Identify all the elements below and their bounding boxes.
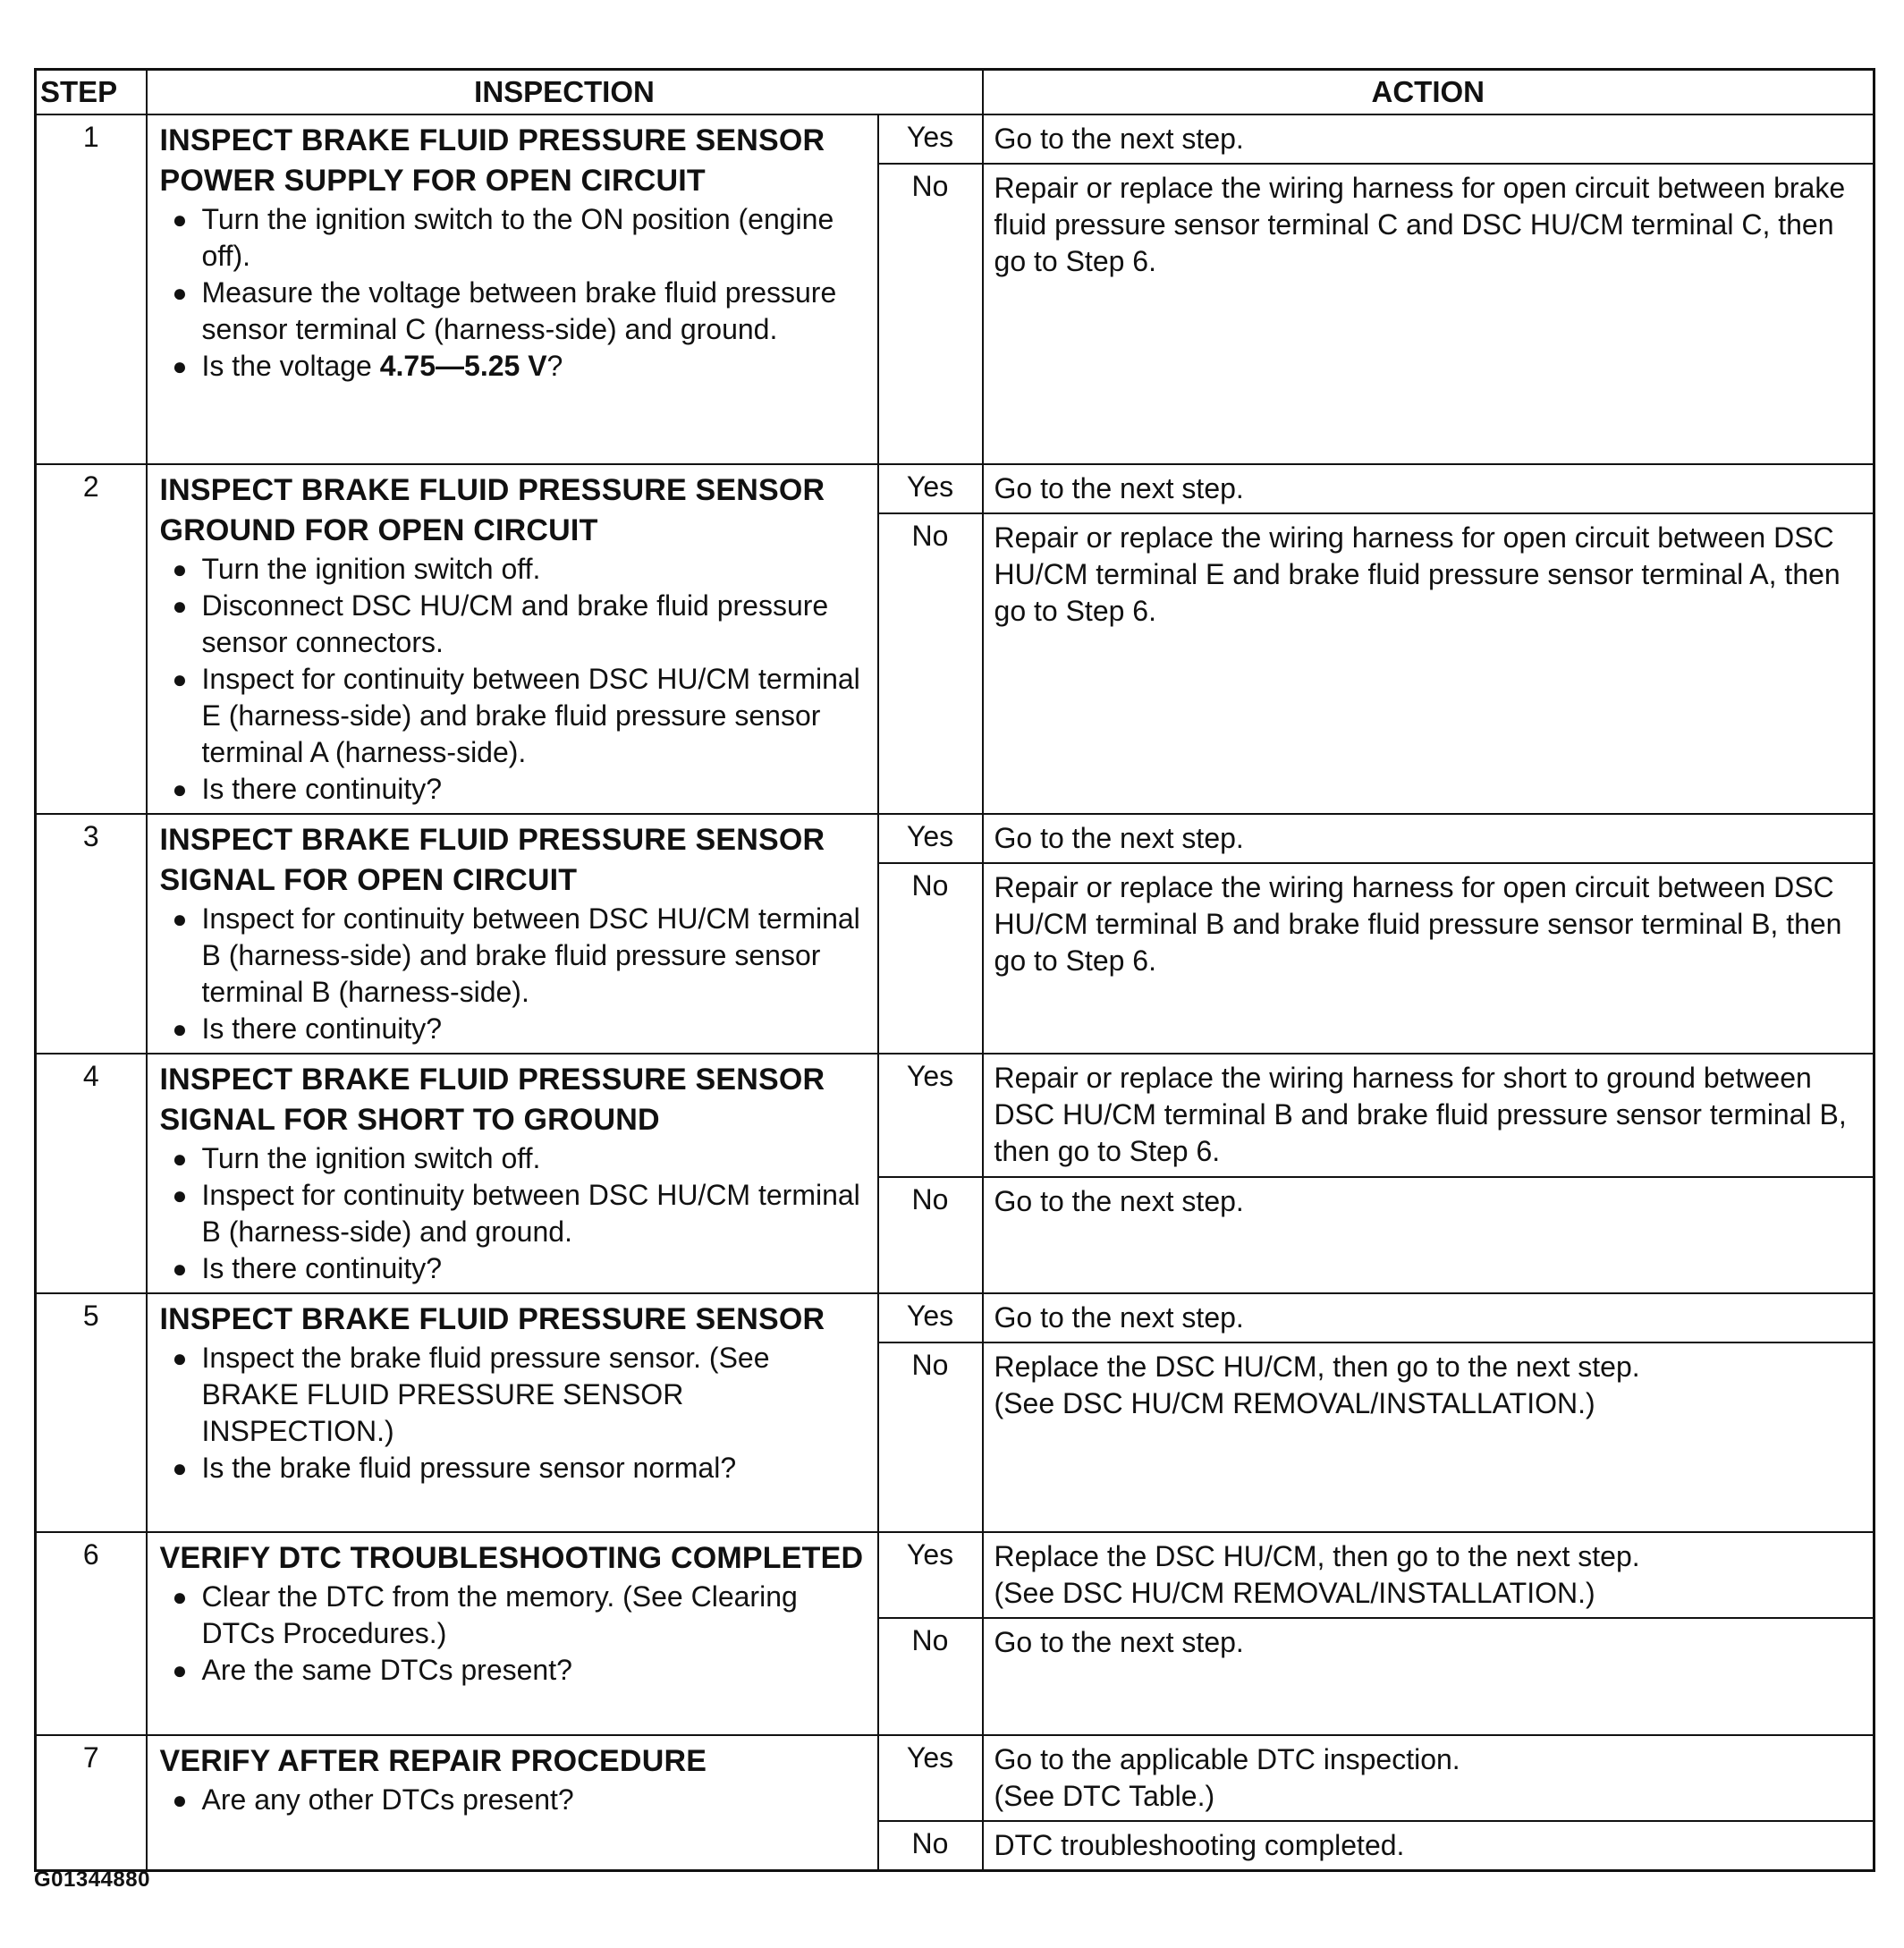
bullet-icon: ●: [172, 592, 188, 620]
header-row: [36, 70, 1874, 115]
step-6-no-label: No: [878, 1618, 983, 1735]
bullet-icon: ●: [172, 665, 188, 693]
step-header: STEP: [36, 70, 147, 115]
step-7-yes-row: [36, 1735, 1874, 1821]
bullet-icon: ●: [172, 1583, 188, 1611]
step-4-inspection: [147, 1054, 878, 1293]
bullet-icon: ●: [172, 1182, 188, 1209]
step-5-yes-action: Go to the next step.: [983, 1293, 1874, 1342]
bullet-icon: ●: [172, 905, 188, 933]
step-1-no-label: No: [878, 164, 983, 464]
step-6-yes-row: [36, 1532, 1874, 1618]
step-1-yes-action: Go to the next step.: [983, 114, 1874, 164]
step-7-yes-action: Go to the applicable DTC inspection. (See DTC Table.): [983, 1735, 1874, 1821]
step-4-number: 4: [36, 1054, 147, 1293]
list-item: ● Turn the ignition switch off.: [160, 551, 867, 588]
list-item: ● Inspect for continuity between DSC HU/CM terminal B (harness-side) and brake fluid pressure sensor terminal B (harness-side).: [172, 902, 860, 1008]
list-item: ● Are the same DTCs present?: [160, 1652, 867, 1689]
step-7-no-label: No: [878, 1821, 983, 1871]
bullet-icon: ●: [172, 352, 188, 380]
step-4-yes-row: [36, 1054, 1874, 1177]
step-1-yes-label: Yes: [878, 114, 983, 164]
list-item: ● Is the brake fluid pressure sensor normal?: [160, 1450, 867, 1486]
voltage-value: 4.75—5.25 V: [379, 350, 547, 382]
bullet-icon: ●: [172, 775, 188, 803]
step-3-yes-action: Go to the next step.: [983, 814, 1874, 863]
step-7-inspection: [147, 1735, 878, 1871]
step-4-bullets: [160, 1140, 867, 1287]
step-6-number: 6: [36, 1532, 147, 1735]
step-4-yes-label: Yes: [878, 1054, 983, 1177]
step-4-no-label: No: [878, 1177, 983, 1294]
list-item: ● Clear the DTC from the memory. (See Clearing DTCs Procedures.): [172, 1580, 798, 1649]
step-5-inspection: [147, 1293, 878, 1532]
step-6-yes-label: Yes: [878, 1532, 983, 1618]
step-2-yes-action: Go to the next step.: [983, 464, 1874, 513]
step-5-title: INSPECT BRAKE FLUID PRESSURE SENSOR: [159, 1302, 825, 1336]
step-3-no-action: Repair or replace the wiring harness for open circuit between DSC HU/CM terminal B and brake fluid pressure sensor terminal B, then go to Step 6.: [983, 863, 1874, 1054]
list-item: ● Disconnect DSC HU/CM and brake fluid pressure sensor connectors.: [172, 589, 829, 658]
step-2-no-action: Repair or replace the wiring harness for open circuit between DSC HU/CM terminal E and brake fluid pressure sensor terminal A, then go to Step 6.: [983, 513, 1874, 814]
step-5-yes-label: Yes: [878, 1293, 983, 1342]
bullet-icon: ●: [172, 1656, 188, 1684]
step-1-title: INSPECT BRAKE FLUID PRESSURE SENSOR POWER SUPPLY FOR OPEN CIRCUIT: [159, 123, 825, 198]
step-6-yes-action: Replace the DSC HU/CM, then go to the next step. (See DSC HU/CM REMOVAL/INSTALLATION.): [983, 1532, 1874, 1618]
step-1-bullets: [160, 201, 867, 385]
list-item: ● Inspect for continuity between DSC HU/CM terminal B (harness-side) and ground.: [172, 1179, 860, 1248]
list-item: ● Is there continuity?: [160, 1011, 867, 1047]
step-7-no-action: DTC troubleshooting completed.: [983, 1821, 1874, 1871]
step-2-yes-label: Yes: [878, 464, 983, 513]
step-2-number: 2: [36, 464, 147, 814]
voltage-question: Is the voltage 4.75—5.25 V?: [201, 350, 563, 382]
list-item: ● Is there continuity?: [160, 771, 867, 808]
step-4-yes-action: Repair or replace the wiring harness for short to ground between DSC HU/CM terminal B and brake fluid pressure sensor terminal B, then go to Step 6.: [983, 1054, 1874, 1177]
bullet-icon: ●: [172, 1786, 188, 1814]
bullet-icon: ●: [172, 1145, 188, 1173]
step-1-no-action: Repair or replace the wiring harness for open circuit between brake fluid pressure sensor terminal C and DSC HU/CM terminal C, then go to Step 6.: [983, 164, 1874, 464]
step-6-bullets: [160, 1579, 867, 1689]
step-3-yes-label: Yes: [878, 814, 983, 863]
bullet-icon: ●: [172, 279, 188, 307]
step-3-bullets: [160, 901, 867, 1047]
step-2-inspection: [147, 464, 878, 814]
step-1-inspection: [147, 114, 878, 464]
step-2-title: INSPECT BRAKE FLUID PRESSURE SENSOR GROUND FOR OPEN CIRCUIT: [159, 473, 825, 547]
step-7-yes-label: Yes: [878, 1735, 983, 1821]
bullet-icon: ●: [172, 1344, 188, 1372]
bullet-icon: ●: [172, 1255, 188, 1283]
step-5-no-label: No: [878, 1342, 983, 1532]
step-3-inspection: [147, 814, 878, 1054]
bullet-icon: ●: [172, 1015, 188, 1043]
inspection-header: INSPECTION: [147, 70, 983, 115]
step-3-yes-row: [36, 814, 1874, 863]
step-5-number: 5: [36, 1293, 147, 1532]
list-item: ● Is there continuity?: [160, 1250, 867, 1287]
step-4-no-action: Go to the next step.: [983, 1177, 1874, 1294]
step-7-number: 7: [36, 1735, 147, 1871]
step-3-number: 3: [36, 814, 147, 1054]
bullet-icon: ●: [172, 1454, 188, 1482]
list-item: [160, 348, 867, 385]
bullet-icon: ●: [172, 555, 188, 583]
list-item: ● Inspect for continuity between DSC HU/CM terminal E (harness-side) and brake fluid pressure sensor terminal A (harness-side).: [172, 663, 860, 768]
step-6-title: VERIFY DTC TROUBLESHOOTING COMPLETED: [159, 1541, 864, 1575]
step-7-title: VERIFY AFTER REPAIR PROCEDURE: [159, 1744, 707, 1778]
step-5-yes-row: [36, 1293, 1874, 1342]
step-1-number: 1: [36, 114, 147, 464]
diagnostic-table: [34, 68, 1875, 1872]
list-item: ● Inspect the brake fluid pressure sensor. (See BRAKE FLUID PRESSURE SENSOR INSPECTION.): [172, 1342, 770, 1447]
list-item: ● Turn the ignition switch to the ON position (engine off).: [172, 203, 834, 272]
step-6-inspection: [147, 1532, 878, 1735]
step-7-bullets: [160, 1782, 867, 1818]
step-5-bullets: [160, 1340, 867, 1486]
action-header: ACTION: [983, 70, 1874, 115]
step-5-no-action: Replace the DSC HU/CM, then go to the next step. (See DSC HU/CM REMOVAL/INSTALLATION.): [983, 1342, 1874, 1532]
bullet-icon: ●: [172, 206, 188, 233]
step-2-bullets: [160, 551, 867, 808]
step-3-no-label: No: [878, 863, 983, 1054]
figure-id: G01344880: [34, 1868, 150, 1892]
list-item: ● Turn the ignition switch off.: [160, 1140, 867, 1177]
step-2-no-label: No: [878, 513, 983, 814]
list-item: ● Measure the voltage between brake fluid pressure sensor terminal C (harness-side) and ground.: [172, 276, 837, 345]
step-1-yes-row: [36, 114, 1874, 164]
list-item: ● Are any other DTCs present?: [160, 1782, 867, 1818]
step-4-title: INSPECT BRAKE FLUID PRESSURE SENSOR SIGNAL FOR SHORT TO GROUND: [159, 1063, 825, 1137]
step-2-yes-row: [36, 464, 1874, 513]
step-6-no-action: Go to the next step.: [983, 1618, 1874, 1735]
step-3-title: INSPECT BRAKE FLUID PRESSURE SENSOR SIGNAL FOR OPEN CIRCUIT: [159, 823, 825, 897]
